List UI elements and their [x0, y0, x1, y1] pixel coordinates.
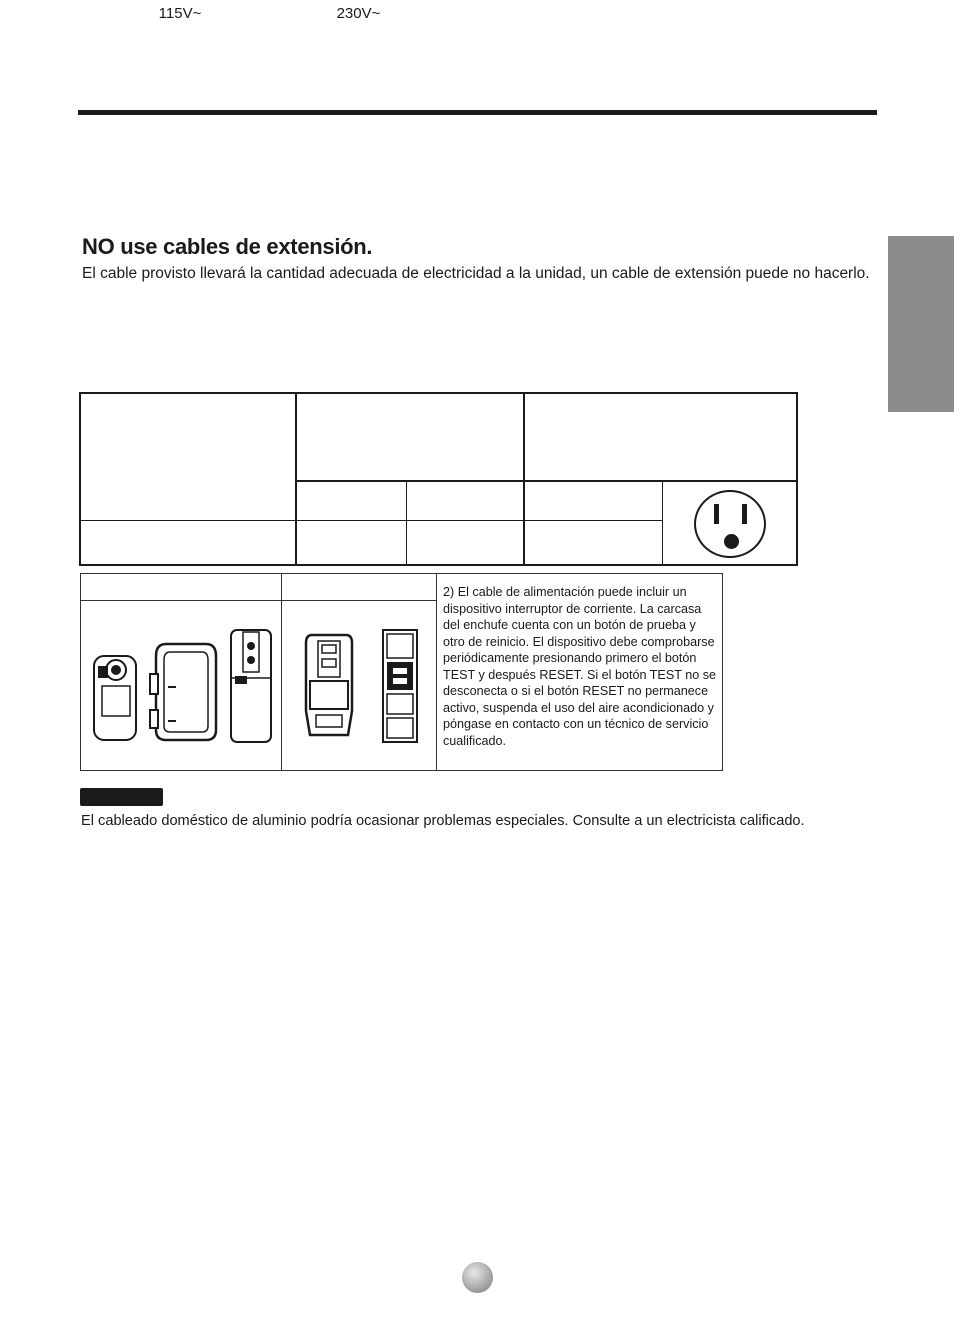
plug-230-side-icon — [379, 628, 421, 744]
aluminum-wiring-warning: El cableado doméstico de aluminio podría ocasionar problemas especiales. Consulte a un electricista calificado. — [81, 813, 805, 829]
grounded-outlet-icon — [694, 490, 766, 558]
gfci-plug-round-icon — [92, 652, 140, 742]
voltage-115-header: 115V~ — [158, 5, 202, 22]
voltage-230-header: 230V~ — [336, 5, 381, 22]
gfci-note: 2) El cable de alimentación puede incluir un dispositivo interruptor de corriente. La carcasa del enchufe cuenta con un botón de prueba y otro de reinicio. El dispositivo debe comprobarse periódicamente presionando primero el botón TEST y después RESET. Si el botón TEST no se desconecta o si el botón RESET no permanece activo, suspenda el uso del aire acondicionado y póngase en contacto con un técnico de servicio cualificado. — [443, 585, 717, 748]
warning-badge — [80, 788, 163, 806]
language-side-tab — [888, 236, 954, 412]
plug-230-front-icon — [302, 631, 356, 739]
gfci-plug-large-icon — [150, 640, 222, 744]
section-heading: NO use cables de extensión. — [82, 234, 373, 259]
gfci-plug-slim-icon — [229, 628, 273, 744]
header-rule — [78, 110, 877, 115]
page-number-badge — [462, 1262, 493, 1293]
extension-cord-paragraph: El cable provisto llevará la cantidad adecuada de electricidad a la unidad, un cable de extensión puede no hacerlo. — [82, 265, 870, 282]
electrical-spec-table — [79, 392, 798, 566]
